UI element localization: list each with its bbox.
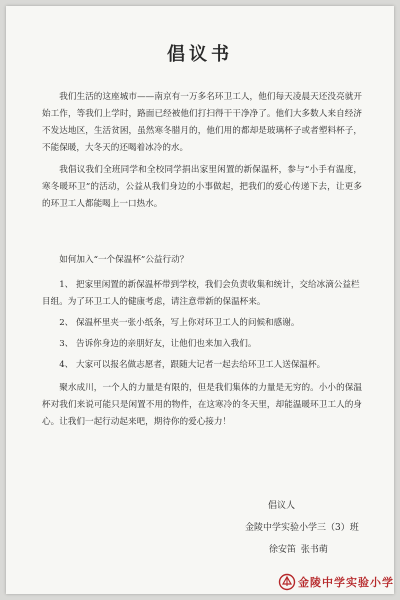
paragraph-proposal: 我倡议我们全班同学和全校同学捐出家里闲置的新保温杯，参与“小手有温度，寒冬暖环卫”的活动，公益从我们身边的小事做起，把我们的爱心传递下去，让更多的环卫工人都能喝上一口热水。: [42, 165, 362, 209]
school-logo-text: 金陵中学实验小学: [298, 576, 394, 589]
signature-names: 徐安笛 张书萌: [269, 545, 328, 555]
paragraph-intro: 我们生活的这座城市——南京有一万多名环卫工人，他们每天凌晨天还没亮就开始工作，等我们上学时，路面已经被他们打扫得干干净净了。他们大多数人来自经济不发达地区，生活贫困，虽然寒冬腊月的，他们用的都却是玻璃杯子或者塑料杯子，不能保暖，大冬天的还喝着冰冷的水。: [42, 92, 362, 153]
paragraph-closing: 聚水成川，一个人的力量是有限的，但是我们集体的力量是无穷的。小小的保温杯对我们来说可能只是闲置不用的物件，在这寒冷的冬天里，却能温暖环卫工人的身心。让我们一起行动起来吧，期待你的爱心接力！: [42, 383, 362, 427]
list-item: 4、 大家可以报名做志愿者，跟随大记者一起去给环卫工人送保温杯。: [59, 360, 326, 370]
list-item: 2、 保温杯里夹一张小纸条，写上你对环卫工人的问候和感谢。: [59, 318, 300, 328]
signature-class: 金陵中学实验小学三（3）班: [245, 523, 359, 533]
school-emblem-icon: [278, 573, 298, 591]
list-item: 3、 告诉你身边的亲朋好友，让他们也来加入我们。: [59, 339, 257, 349]
list-item: 1、 把家里闲置的新保温杯带到学校，我们会负责收集和统计，交给冰滴公益栏目组。为了环卫工人的健康考虑，请注意带新的保温杯来。: [42, 280, 360, 307]
school-logo-watermark: [278, 573, 394, 591]
document-page: [6, 6, 394, 594]
document-title: 倡议书: [167, 44, 233, 65]
signature-initiator-label: 倡议人: [268, 501, 296, 511]
paragraph-question: 如何加入“一个保温杯”公益行动？: [59, 255, 189, 265]
action-list: [42, 277, 362, 374]
